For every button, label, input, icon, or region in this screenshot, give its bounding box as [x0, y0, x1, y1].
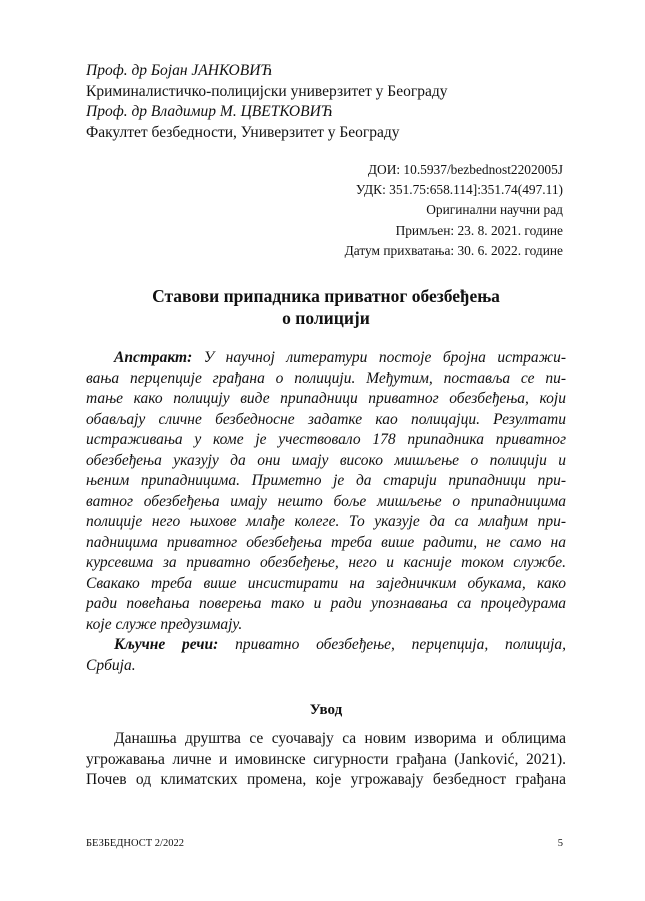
journal-footer: БЕЗБЕДНОСТ 2/2022	[86, 838, 184, 849]
abstract-line: Апстракт: У научној литератури постоје бројна истражи-	[114, 349, 567, 366]
keywords-label: Кључне речи:	[114, 636, 219, 653]
abstract-line: обављају сличне безбедносне задатке као полицајци. Резултати	[86, 410, 566, 428]
abstract-line: обезбеђења указују да они имају високо мишљење о полицији и	[86, 451, 566, 469]
section-heading: Увод	[309, 702, 343, 718]
keywords-line: Србија.	[86, 656, 136, 674]
abstract-line: падницима приватног обезбеђења треба више радити, не само на	[86, 533, 566, 551]
abstract-line: које служе предузимају.	[86, 615, 243, 633]
abstract-label: Апстракт:	[114, 349, 193, 366]
abstract-line: ватног обезбеђења имају нешто боље мишљење о припадницима	[86, 492, 566, 510]
abstract	[86, 348, 566, 676]
body-line: угрожавања личне и имовинске сигурности грађана (Janković, 2021).	[86, 750, 566, 768]
author-name: Проф. др Владимир М. ЦВЕТКОВИЋ	[86, 103, 334, 120]
article-metadata	[345, 160, 563, 261]
keywords-line	[86, 635, 566, 656]
abstract-line: вања перцепције грађана о полицији. Међутим, поставља се пи-	[86, 369, 566, 387]
abstract-line: Свакако треба више инсистирати на заједничким обукама, како	[86, 574, 566, 592]
abstract-line: курсевима за приватно обезбеђење, него и касније током службе.	[86, 554, 566, 571]
body-paragraph	[86, 729, 566, 791]
body-line: Почев од климатских промена, које угрожавају безбедност грађана	[86, 771, 566, 788]
doi: ДОИ: 10.5937/bezbednost2202005J	[367, 162, 563, 177]
title-line: Ставови припадника приватног обезбеђења	[152, 286, 500, 306]
article-title	[86, 285, 566, 329]
author-affiliation: Криминалистичко-полицијски универзитет у Београду	[86, 82, 448, 100]
abstract-line: полиције него њихове млађе колеге. То указује да са млађим при-	[86, 513, 566, 530]
keywords: приватно обезбеђење, перцепција, полиција,	[235, 636, 567, 653]
article-type: Оригинални научни рад	[426, 202, 563, 218]
udk: УДК: 351.75:658.114]:351.74(497.11)	[355, 182, 563, 198]
abstract-line: тање како полицију виде припадници приватног обезбеђења, који	[86, 390, 566, 407]
title-line: о полицији	[282, 308, 370, 328]
body-line: Данашња друштва се суочавају са новим изворима и облицима	[114, 730, 566, 747]
author-affiliation: Факултет безбедности, Универзитет у Београду	[86, 123, 400, 141]
accepted-date: Датум прихватања: 30. 6. 2022. године	[344, 242, 563, 258]
received-date: Примљен: 23. 8. 2021. године	[395, 222, 563, 238]
author-name: Проф. др Бојан ЈАНКОВИЋ	[86, 62, 273, 79]
page-number: 5	[557, 838, 563, 849]
abstract-line: њеним припадницима. Приметно је да старији припадници при-	[86, 472, 566, 489]
abstract-line: ради повећања поверења тако и ради упознавања са процедурама	[86, 595, 566, 612]
author-block	[86, 61, 566, 143]
abstract-line: истраживања у коме је учествовало 178 припадника приватног	[86, 431, 566, 448]
